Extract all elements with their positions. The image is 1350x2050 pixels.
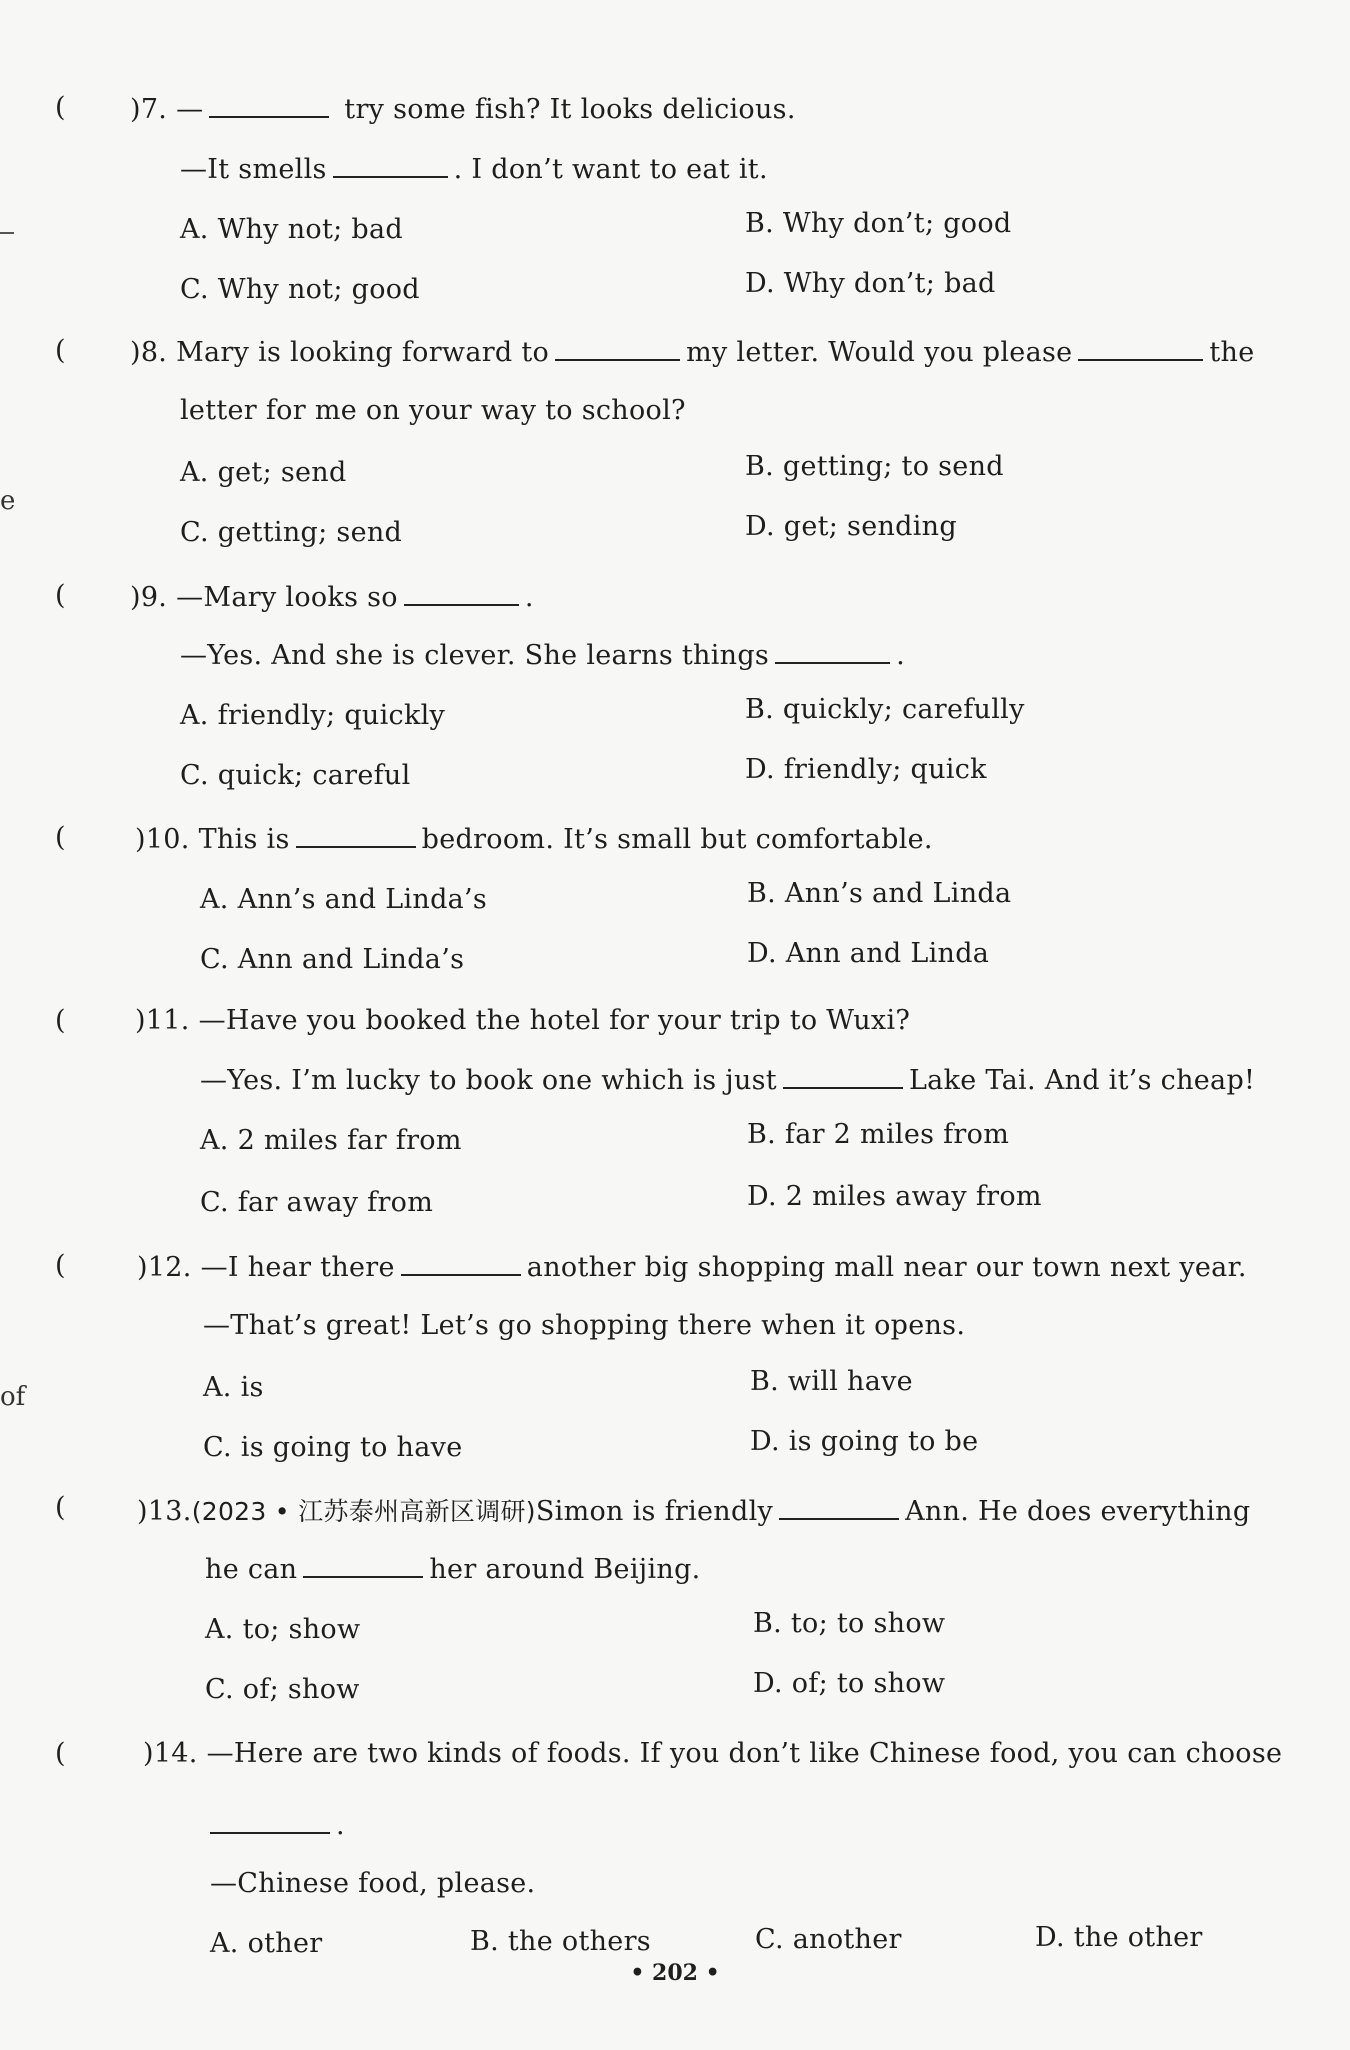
option-a[interactable]: A. is <box>203 1372 264 1403</box>
answer-blank[interactable] <box>783 1063 903 1089</box>
question-text: Ann. He does everything <box>905 1496 1251 1527</box>
option-c[interactable]: C. is going to have <box>203 1432 463 1463</box>
answer-blank[interactable] <box>401 1250 521 1276</box>
question-text: Mary is looking forward to <box>176 337 550 368</box>
option-c[interactable]: C. of; show <box>205 1674 360 1705</box>
answer-blank[interactable] <box>303 1552 423 1578</box>
question-text: . <box>524 582 534 613</box>
option-a[interactable]: A. Ann’s and Linda’s <box>200 884 488 915</box>
answer-paren[interactable]: ( <box>55 822 66 853</box>
option-d[interactable]: D. friendly; quick <box>745 754 987 785</box>
question-number: )11. <box>135 1005 190 1036</box>
answer-paren[interactable]: ( <box>55 1492 66 1523</box>
question-number: )14. <box>143 1738 198 1769</box>
margin-fragment: e <box>0 486 16 516</box>
answer-paren[interactable]: ( <box>55 335 66 366</box>
option-b[interactable]: B. quickly; carefully <box>745 694 1025 725</box>
answer-blank[interactable] <box>210 1808 330 1834</box>
question-number: )8. <box>130 337 168 368</box>
option-a[interactable]: A. get; send <box>180 457 347 488</box>
answer-blank[interactable] <box>779 1494 899 1520</box>
option-d[interactable]: D. of; to show <box>753 1668 946 1699</box>
option-a[interactable]: A. 2 miles far from <box>200 1125 462 1156</box>
question-text: Lake Tai. And it’s cheap! <box>908 1065 1256 1096</box>
answer-paren[interactable]: ( <box>55 1250 66 1281</box>
option-d[interactable]: D. Ann and Linda <box>747 938 990 969</box>
question-number: )13. <box>137 1496 192 1527</box>
question-text: —Yes. I’m lucky to book one which is just <box>200 1065 777 1096</box>
option-b[interactable]: B. will have <box>750 1366 913 1397</box>
option-b[interactable]: B. Ann’s and Linda <box>747 878 1012 909</box>
question-number: )7. <box>130 94 168 125</box>
option-a[interactable]: A. to; show <box>205 1614 361 1645</box>
question-text: try some fish? It looks delicious. <box>344 94 796 125</box>
margin-fragment: of <box>0 1382 26 1412</box>
option-d[interactable]: D. is going to be <box>750 1426 979 1457</box>
answer-blank[interactable] <box>333 152 448 178</box>
question-text: —I hear there <box>200 1252 395 1283</box>
question-text: —Here are two kinds of foods. If you don’t like Chinese food, you can choose <box>206 1738 1283 1769</box>
question-text: —Mary looks so <box>176 582 398 613</box>
question-text: bedroom. It’s small but comfortable. <box>421 824 933 855</box>
question-number: )10. <box>135 824 190 855</box>
answer-blank[interactable] <box>1078 335 1203 361</box>
option-b[interactable]: B. the others <box>470 1926 651 1957</box>
question-text: the <box>1209 337 1255 368</box>
question-text: . <box>336 1810 345 1841</box>
option-b[interactable]: B. to; to show <box>753 1608 946 1639</box>
margin-mark <box>0 232 14 234</box>
question-text: —It smells <box>180 154 327 185</box>
option-c[interactable]: C. Why not; good <box>180 274 420 305</box>
answer-blank[interactable] <box>775 638 890 664</box>
question-text: Simon is friendly <box>535 1496 774 1527</box>
question-text: —Yes. And she is clever. She learns things <box>180 640 770 671</box>
option-d[interactable]: D. Why don’t; bad <box>745 268 996 299</box>
question-text: her around Beijing. <box>429 1554 701 1585</box>
question-text: —That’s great! Let’s go shopping there when it opens. <box>203 1310 966 1341</box>
option-c[interactable]: C. Ann and Linda’s <box>200 944 465 975</box>
option-b[interactable]: B. far 2 miles from <box>747 1119 1010 1150</box>
page-number: • 202 • <box>630 1960 720 1986</box>
option-c[interactable]: C. another <box>755 1924 902 1955</box>
option-d[interactable]: D. the other <box>1035 1922 1203 1953</box>
question-text: another big shopping mall near our town next year. <box>526 1252 1247 1283</box>
question-text: letter for me on your way to school? <box>180 395 686 426</box>
option-b[interactable]: B. getting; to send <box>745 451 1004 482</box>
question-text: my letter. Would you please <box>686 337 1073 368</box>
question-text: . <box>896 640 905 671</box>
answer-blank[interactable] <box>555 335 680 361</box>
option-a[interactable]: A. friendly; quickly <box>180 700 446 731</box>
question-text: —Have you booked the hotel for your trip to Wuxi? <box>198 1005 911 1036</box>
option-d[interactable]: D. 2 miles away from <box>747 1181 1042 1212</box>
option-a[interactable]: A. Why not; bad <box>180 214 403 245</box>
question-text: This is <box>198 824 290 855</box>
answer-paren[interactable]: ( <box>55 92 66 123</box>
question-text: —Chinese food, please. <box>210 1868 536 1899</box>
option-c[interactable]: C. quick; careful <box>180 760 411 791</box>
answer-paren[interactable]: ( <box>55 1005 66 1036</box>
question-text: . I don’t want to eat it. <box>453 154 768 185</box>
answer-paren[interactable]: ( <box>55 580 66 611</box>
option-a[interactable]: A. other <box>210 1928 323 1959</box>
question-source: (2023 • 江苏泰州高新区调研) <box>191 1497 536 1526</box>
option-b[interactable]: B. Why don’t; good <box>745 208 1012 239</box>
answer-blank[interactable] <box>296 822 416 848</box>
question-number: )12. <box>137 1252 192 1283</box>
option-c[interactable]: C. far away from <box>200 1187 434 1218</box>
option-d[interactable]: D. get; sending <box>745 511 957 542</box>
question-number: )9. <box>130 582 168 613</box>
answer-paren[interactable]: ( <box>55 1738 66 1769</box>
option-c[interactable]: C. getting; send <box>180 517 403 548</box>
answer-blank[interactable] <box>209 92 329 118</box>
dash: — <box>176 94 204 125</box>
answer-blank[interactable] <box>404 580 519 606</box>
question-text: he can <box>205 1554 298 1585</box>
